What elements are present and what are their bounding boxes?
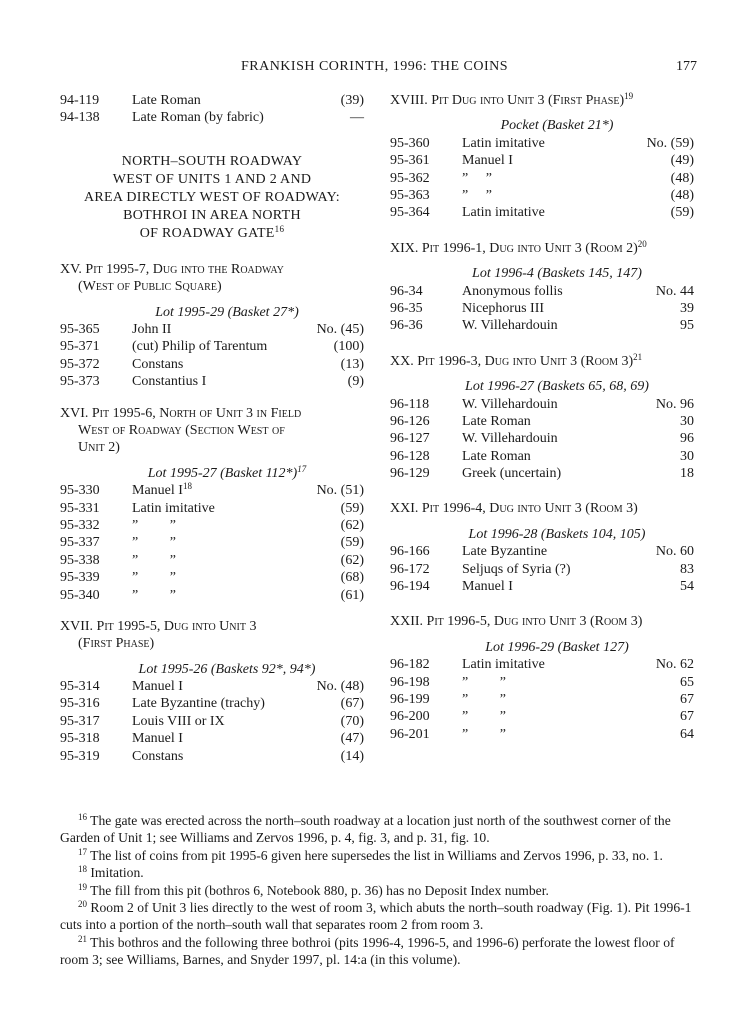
coin-description: Latin imitative	[462, 657, 545, 673]
footnote-number: 18	[78, 864, 87, 875]
pit-heading: XIX. Pit 1996-1, Dug into Unit 3 (Room 2)$^{20}$	[390, 238, 647, 256]
footnote-text: Imitation.	[90, 865, 144, 881]
coin-description: Manuel I	[462, 153, 513, 169]
coin-description: ” ”	[132, 535, 176, 551]
inventory-number: 95-365	[60, 321, 100, 337]
coin-description: Anonymous follis	[462, 283, 563, 299]
catalogue-number: 65	[680, 674, 694, 690]
footnote-ref: 16	[274, 223, 285, 234]
inventory-number: 95-373	[60, 374, 100, 390]
pit-heading: XVI. Pit 1995-6, North of Unit 3 in Field West of Roadway (Section West of Unit 2)	[60, 405, 302, 456]
inventory-number: 95-364	[390, 205, 430, 221]
right-column	[390, 92, 694, 743]
coin-row	[60, 373, 364, 390]
coin-description: Latin imitative	[462, 135, 545, 151]
inventory-number: 96-166	[390, 544, 430, 560]
inventory-number: 95-319	[60, 748, 100, 764]
coin-description: (cut) Philip of Tarentum	[132, 339, 268, 355]
coin-row	[60, 748, 364, 765]
footnote-text: The fill from this pit (bothros 6, Notebook 880, p. 36) has no Deposit Index number.	[90, 882, 549, 898]
coin-row	[390, 708, 694, 725]
coin-row	[390, 578, 694, 595]
coin-description: Louis VIII or IX	[132, 713, 225, 729]
inventory-number: 96-36	[390, 318, 423, 334]
coin-description: ” ”	[132, 517, 176, 533]
coin-description: ” ”	[462, 187, 492, 203]
left-column	[60, 92, 364, 765]
inventory-number: 96-200	[390, 709, 430, 725]
coin-description: ” ”	[132, 552, 176, 568]
catalogue-number: 96	[680, 431, 694, 447]
coin-description: John II	[132, 321, 172, 337]
coin-description: Latin imitative	[132, 500, 215, 516]
catalogue-number: (47)	[340, 731, 364, 747]
inventory-number: 95-331	[60, 500, 100, 516]
catalogue-number: 54	[680, 579, 694, 595]
inventory-number: 96-34	[390, 283, 423, 299]
footnote	[60, 899, 694, 934]
inventory-number: 96-129	[390, 466, 430, 482]
catalogue-number: (48)	[670, 187, 694, 203]
lot-label: Lot 1996-27 (Baskets 65, 68, 69)	[465, 379, 649, 395]
coin-description: Constantius I	[132, 374, 207, 390]
coin-description: Late Byzantine (trachy)	[132, 696, 265, 712]
footnote-ref: 17	[297, 463, 307, 474]
coin-row	[390, 465, 694, 482]
pit-heading: XVII. Pit 1995-5, Dug into Unit 3 (First Phase)	[60, 618, 257, 652]
catalogue-number: (9)	[347, 374, 364, 390]
coin-list	[390, 396, 694, 483]
inventory-number: 95-362	[390, 170, 430, 186]
inventory-number: 96-118	[390, 396, 430, 412]
inventory-number: 95-371	[60, 339, 100, 355]
coin-row	[390, 561, 694, 578]
inventory-number: 94-119	[60, 93, 100, 108]
footnote-text: Room 2 of Unit 3 lies directly to the west of room 3, which abuts the north–south roadway (Fig. 1). Pit 1996-1 cuts into a portion of the north–south wall that separates room 2 from room 3.	[60, 900, 692, 933]
coin-row	[60, 552, 364, 569]
catalogue-number: 83	[680, 561, 694, 577]
footnote	[60, 847, 694, 864]
catalogue-number: (59)	[340, 535, 364, 551]
inventory-number: 95-338	[60, 552, 100, 568]
catalogue-number: (61)	[340, 587, 364, 603]
coin-list	[390, 283, 694, 335]
coin-row	[390, 187, 694, 204]
coin-row	[60, 534, 364, 551]
inventory-number: 95-363	[390, 187, 430, 203]
coin-row	[390, 300, 694, 317]
catalogue-number: No. (45)	[316, 321, 364, 337]
coin-row	[60, 587, 364, 604]
coin-list	[60, 678, 364, 765]
footnote	[60, 864, 694, 881]
coin-row	[390, 317, 694, 334]
coin-description: W. Villehardouin	[462, 431, 558, 447]
pit-heading: XVIII. Pit Dug into Unit 3 (First Phase)$^{19}$	[390, 91, 634, 108]
coin-row	[60, 695, 364, 712]
coin-description: ” ”	[462, 170, 492, 186]
footnote-ref: 20	[637, 238, 647, 249]
pit-heading: XX. Pit 1996-3, Dug into Unit 3 (Room 3)$^{21}$	[390, 351, 643, 369]
coin-description: Manuel I	[462, 579, 513, 595]
coin-row	[390, 204, 694, 221]
lot-label: Lot 1995-27 (Basket 112*)$^{17}$	[147, 463, 307, 481]
inventory-number: 96-199	[390, 692, 430, 708]
inventory-number: 95-317	[60, 713, 100, 729]
inventory-number: 95-316	[60, 696, 100, 712]
catalogue-number: 30	[680, 448, 694, 464]
catalogue-number: 30	[680, 413, 694, 429]
coin-row	[60, 338, 364, 355]
inventory-number: 95-361	[390, 153, 430, 169]
footnote-text: The gate was erected across the north–south roadway at a location just north of the southwest corner of the Garden of Unit 1; see Williams and Zervos 1996, p. 4, fig. 3, and p. 31, fig. 10.	[60, 813, 671, 846]
coin-row	[390, 543, 694, 560]
footnote-text: The list of coins from pit 1995-6 given here supersedes the list in Williams and Zervos 1996, p. 33, no. 1.	[90, 847, 663, 863]
catalogue-number: —	[350, 110, 364, 126]
coin-description: Late Byzantine	[462, 544, 548, 560]
coin-description: ” ”	[132, 587, 176, 603]
top-rows	[60, 92, 364, 127]
coin-row	[390, 430, 694, 447]
coin-description: Latin imitative	[462, 205, 545, 221]
footnote-number: 19	[78, 881, 87, 892]
catalogue-number: No. (51)	[316, 483, 364, 499]
coin-row	[60, 517, 364, 534]
inventory-number: 96-201	[390, 726, 430, 742]
footnotes	[60, 812, 694, 969]
catalogue-number: 18	[680, 466, 694, 482]
coin-list	[60, 321, 364, 391]
catalogue-number: 67	[680, 692, 694, 708]
footnote	[60, 934, 694, 969]
coin-list	[390, 135, 694, 222]
inventory-number: 96-198	[390, 674, 430, 690]
coin-row	[390, 726, 694, 743]
coin-description: ” ”	[462, 726, 506, 742]
catalogue-number: (13)	[340, 356, 364, 372]
catalogue-number: No. 44	[655, 283, 694, 299]
coin-description: Late Roman (by fabric)	[132, 110, 264, 126]
coin-list	[390, 543, 694, 595]
inventory-number: 96-172	[390, 561, 430, 577]
coin-row	[390, 691, 694, 708]
inventory-number: 95-337	[60, 535, 100, 551]
coin-row	[60, 500, 364, 517]
coin-row	[60, 356, 364, 373]
inventory-number: 96-128	[390, 448, 430, 464]
coin-row	[390, 170, 694, 187]
coin-description: Late Roman	[132, 93, 201, 108]
footnote	[60, 812, 694, 847]
inventory-number: 95-330	[60, 483, 100, 499]
catalogue-number: 39	[680, 300, 694, 316]
catalogue-number: No. (48)	[316, 679, 364, 695]
coin-description: W. Villehardouin	[462, 318, 558, 334]
coin-description: Constans	[132, 356, 184, 372]
footnote-text: This bothros and the following three bothroi (pits 1996-4, 1996-5, and 1996-6) perforate the lowest floor of room 3; see Williams, Barnes, and Snyder 1997, pl. 14:a (in this volume).	[60, 934, 675, 968]
inventory-number: 96-126	[390, 413, 430, 429]
footnote	[60, 882, 694, 899]
catalogue-number: (62)	[340, 517, 364, 533]
coin-description: Late Roman	[462, 413, 531, 429]
catalogue-number: (49)	[670, 153, 694, 169]
coin-row	[390, 448, 694, 465]
footnote-number: 17	[78, 846, 87, 857]
lot-label: Pocket (Basket 21*)	[500, 118, 614, 134]
inventory-number: 95-372	[60, 356, 100, 372]
coin-row	[60, 569, 364, 586]
inventory-number: 96-35	[390, 300, 423, 316]
pit-heading: XXII. Pit 1996-5, Dug into Unit 3 (Room 3)	[390, 614, 643, 630]
catalogue-number: (59)	[340, 500, 364, 516]
coin-row	[390, 283, 694, 300]
coin-row	[60, 678, 364, 695]
coin-row	[390, 413, 694, 430]
footnote-ref: 21	[633, 351, 643, 362]
coin-description: ” ”	[462, 709, 506, 725]
inventory-number: 96-127	[390, 431, 430, 447]
catalogue-number: No. 60	[655, 544, 694, 560]
coin-description: ” ”	[132, 570, 176, 586]
coin-description: Manuel I	[132, 679, 183, 695]
running-title: FRANKISH CORINTH, 1996: THE COINS	[240, 59, 509, 74]
footnote-ref: 18	[182, 481, 192, 492]
catalogue-number: (62)	[340, 552, 364, 568]
footnote-number: 16	[78, 812, 87, 822]
coin-list	[60, 482, 364, 604]
coin-row	[60, 713, 364, 730]
catalogue-number: (14)	[340, 748, 364, 764]
lot-label: Lot 1995-26 (Baskets 92*, 94*)	[138, 661, 316, 677]
coin-description: Nicephorus III	[462, 300, 545, 316]
inventory-number: 95-314	[60, 679, 100, 695]
catalogue-number: (70)	[340, 713, 364, 729]
inventory-number: 96-182	[390, 657, 430, 673]
catalogue-number: No. 96	[655, 396, 694, 412]
coin-description: Seljuqs of Syria (?)	[462, 561, 571, 577]
coin-description: Constans	[132, 748, 184, 764]
lot-label: Lot 1996-29 (Basket 127)	[485, 639, 629, 655]
catalogue-number: (68)	[340, 570, 364, 586]
catalogue-number: (39)	[340, 93, 364, 108]
pit-heading: XXI. Pit 1996-4, Dug into Unit 3 (Room 3)	[390, 501, 638, 517]
coin-row	[390, 656, 694, 673]
catalogue-number: No. 62	[655, 657, 694, 673]
coin-row	[390, 674, 694, 691]
catalogue-number: 67	[680, 709, 694, 725]
lot-label: Lot 1996-4 (Baskets 145, 147)	[472, 266, 642, 282]
footnote-number: 20	[78, 899, 87, 910]
catalogue-number: (59)	[670, 205, 694, 221]
catalogue-number: (67)	[340, 696, 364, 712]
coin-row	[60, 92, 364, 109]
coin-description: ” ”	[462, 674, 506, 690]
inventory-number: 95-332	[60, 517, 100, 533]
coin-row	[390, 135, 694, 152]
running-head	[0, 59, 749, 79]
page-number: 177	[676, 59, 697, 74]
coin-list	[390, 656, 694, 743]
lot-label: Lot 1996-28 (Baskets 104, 105)	[468, 526, 646, 542]
coin-row	[390, 396, 694, 413]
pit-heading: XV. Pit 1995-7, Dug into the Roadway (West of Public Square)	[60, 261, 284, 295]
inventory-number: 95-360	[390, 135, 430, 151]
catalogue-number: No. (59)	[646, 135, 694, 151]
catalogue-number: 64	[680, 726, 694, 742]
inventory-number: 94-138	[60, 110, 100, 126]
coin-row	[390, 152, 694, 169]
inventory-number: 95-318	[60, 731, 100, 747]
coin-description: Manuel $I^{18}$	[132, 481, 192, 499]
inventory-number: 95-340	[60, 587, 100, 603]
lot-label: Lot 1995-29 (Basket 27*)	[155, 304, 299, 320]
coin-description: Late Roman	[462, 448, 531, 464]
footnote-ref: 19	[624, 91, 634, 101]
coin-description: Manuel I	[132, 731, 183, 747]
footnote-number: 21	[78, 933, 87, 944]
catalogue-number: 95	[680, 318, 694, 334]
coin-row	[60, 109, 364, 126]
coin-description: ” ”	[462, 692, 506, 708]
catalogue-number: (100)	[333, 339, 364, 355]
coin-row	[60, 482, 364, 499]
coin-row	[60, 321, 364, 338]
section-heading: NORTH–SOUTH ROADWAY WEST OF UNITS 1 AND 2 AND AREA DIRECTLY WEST OF ROADWAY: BOTHROI IN AREA NORTH OF ROADWAY GATE$^{16}$	[84, 153, 340, 241]
coin-description: Greek (uncertain)	[462, 466, 562, 482]
coin-description: W. Villehardouin	[462, 396, 558, 412]
coin-row	[60, 730, 364, 747]
inventory-number: 96-194	[390, 579, 430, 595]
catalogue-number: (48)	[670, 170, 694, 186]
inventory-number: 95-339	[60, 570, 100, 586]
